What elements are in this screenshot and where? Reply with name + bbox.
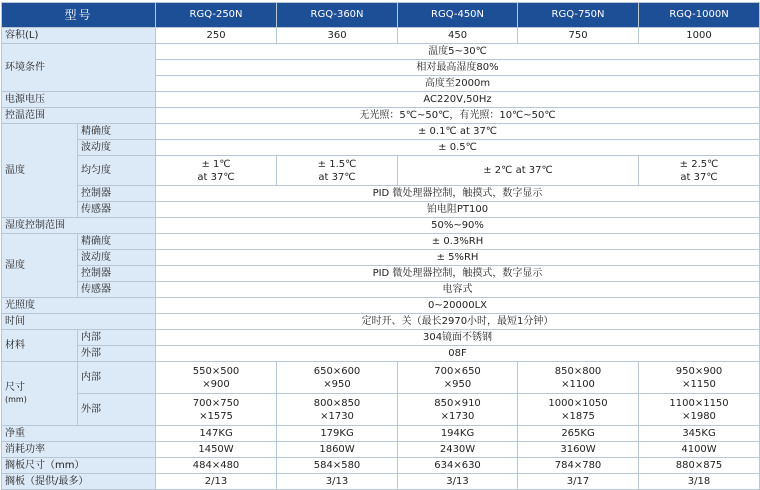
size-outer-value: 850×910 ×1730 [398, 394, 518, 426]
shelf-size-value: 634×630 [398, 458, 518, 474]
model-header-label: 型号 [2, 3, 156, 28]
size-inner-value: 700×650 ×950 [398, 362, 518, 394]
model-rgq-750n: RGQ-750N [518, 3, 639, 28]
power-consumption-value: 1450W [156, 442, 277, 458]
net-weight-value: 147KG [156, 426, 277, 442]
net-weight-label: 净重 [2, 426, 156, 442]
illuminance-value: 0~20000LX [156, 298, 760, 314]
size-outer-value: 700×750 ×1575 [156, 394, 277, 426]
size-outer-value: 1000×1050 ×1875 [518, 394, 639, 426]
environment-humidity: 相对最高湿度80% [156, 60, 760, 76]
humidity-precision-label: 精确度 [78, 234, 156, 250]
shelves-value: 2/13 [156, 474, 277, 490]
volume-value: 360 [277, 28, 398, 44]
power-consumption-label: 消耗功率 [2, 442, 156, 458]
volume-value: 1000 [639, 28, 760, 44]
temp-fluctuation-label: 波动度 [78, 140, 156, 156]
size-unit: (mm) [5, 394, 27, 404]
volume-value: 450 [398, 28, 518, 44]
spec-table [1, 2, 760, 490]
temp-control-range-label: 控温范围 [2, 108, 156, 124]
size-inner-value: 950×900 ×1150 [639, 362, 760, 394]
temp-uniformity-label: 均匀度 [78, 156, 156, 186]
temp-control-range-value: 无光照：5℃~50℃，有光照：10℃~50℃ [156, 108, 760, 124]
size-outer-value: 800×850 ×1730 [277, 394, 398, 426]
size-inner-value: 550×500 ×900 [156, 362, 277, 394]
shelves-value: 3/13 [277, 474, 398, 490]
model-rgq-250n: RGQ-250N [156, 3, 277, 28]
humidity-sensor-label: 传感器 [78, 282, 156, 298]
power-consumption-value: 1860W [277, 442, 398, 458]
shelf-size-label: 搁板尺寸（mm） [2, 458, 156, 474]
shelf-size-value: 784×780 [518, 458, 639, 474]
temp-sensor-label: 传感器 [78, 202, 156, 218]
shelves-value: 3/17 [518, 474, 639, 490]
temp-precision-value: ± 0.1℃ at 37℃ [156, 124, 760, 140]
temperature-label: 温度 [2, 124, 78, 218]
material-outer-value: 08F [156, 346, 760, 362]
size-label: 尺寸 (mm) [2, 362, 78, 426]
environment-altitude: 高度至2000m [156, 76, 760, 92]
shelf-size-value: 484×480 [156, 458, 277, 474]
environment-temperature: 温度5~30℃ [156, 44, 760, 60]
volume-label: 容积(L) [2, 28, 156, 44]
temp-uniformity-value: ± 2.5℃ at 37℃ [639, 156, 760, 186]
size-outer-label: 外部 [78, 394, 156, 426]
size-inner-value: 850×800 ×1100 [518, 362, 639, 394]
model-rgq-450n: RGQ-450N [398, 3, 518, 28]
material-inner-value: 304镜面不锈钢 [156, 330, 760, 346]
temp-uniformity-value: ± 2℃ at 37℃ [398, 156, 639, 186]
size-inner-label: 内部 [78, 362, 156, 394]
power-consumption-value: 2430W [398, 442, 518, 458]
net-weight-value: 265KG [518, 426, 639, 442]
illuminance-label: 光照度 [2, 298, 156, 314]
temp-controller-value: PID 微处理器控制，触摸式，数字显示 [156, 186, 760, 202]
temp-precision-label: 精确度 [78, 124, 156, 140]
shelves-value: 3/13 [398, 474, 518, 490]
shelves-value: 3/18 [639, 474, 760, 490]
temp-fluctuation-value: ± 0.5℃ [156, 140, 760, 156]
humidity-controller-label: 控制器 [78, 266, 156, 282]
power-consumption-value: 4100W [639, 442, 760, 458]
volume-value: 750 [518, 28, 639, 44]
power-supply-label: 电源电压 [2, 92, 156, 108]
humidity-control-range-value: 50%~90% [156, 218, 760, 234]
humidity-control-range-label: 湿度控制范围 [2, 218, 156, 234]
net-weight-value: 194KG [398, 426, 518, 442]
temp-sensor-value: 铂电阻PT100 [156, 202, 760, 218]
humidity-precision-value: ± 0.3%RH [156, 234, 760, 250]
material-inner-label: 内部 [78, 330, 156, 346]
humidity-fluctuation-value: ± 5%RH [156, 250, 760, 266]
net-weight-value: 345KG [639, 426, 760, 442]
time-value: 定时开、关（最长2970小时，最短1分钟） [156, 314, 760, 330]
time-label: 时间 [2, 314, 156, 330]
temp-uniformity-value: ± 1℃ at 37℃ [156, 156, 277, 186]
size-inner-value: 650×600 ×950 [277, 362, 398, 394]
humidity-label: 湿度 [2, 234, 78, 298]
humidity-fluctuation-label: 波动度 [78, 250, 156, 266]
humidity-sensor-value: 电容式 [156, 282, 760, 298]
shelves-label: 搁板（提供/最多） [2, 474, 156, 490]
volume-value: 250 [156, 28, 277, 44]
environment-label: 环境条件 [2, 44, 156, 92]
shelf-size-value: 880×875 [639, 458, 760, 474]
power-consumption-value: 3160W [518, 442, 639, 458]
size-outer-value: 1100×1150 ×1980 [639, 394, 760, 426]
temp-controller-label: 控制器 [78, 186, 156, 202]
model-rgq-360n: RGQ-360N [277, 3, 398, 28]
temp-uniformity-value: ± 1.5℃ at 37℃ [277, 156, 398, 186]
power-supply-value: AC220V,50Hz [156, 92, 760, 108]
net-weight-value: 179KG [277, 426, 398, 442]
material-label: 材料 [2, 330, 78, 362]
humidity-controller-value: PID 微处理器控制，触摸式，数字显示 [156, 266, 760, 282]
shelf-size-value: 584×580 [277, 458, 398, 474]
model-rgq-1000n: RGQ-1000N [639, 3, 760, 28]
material-outer-label: 外部 [78, 346, 156, 362]
